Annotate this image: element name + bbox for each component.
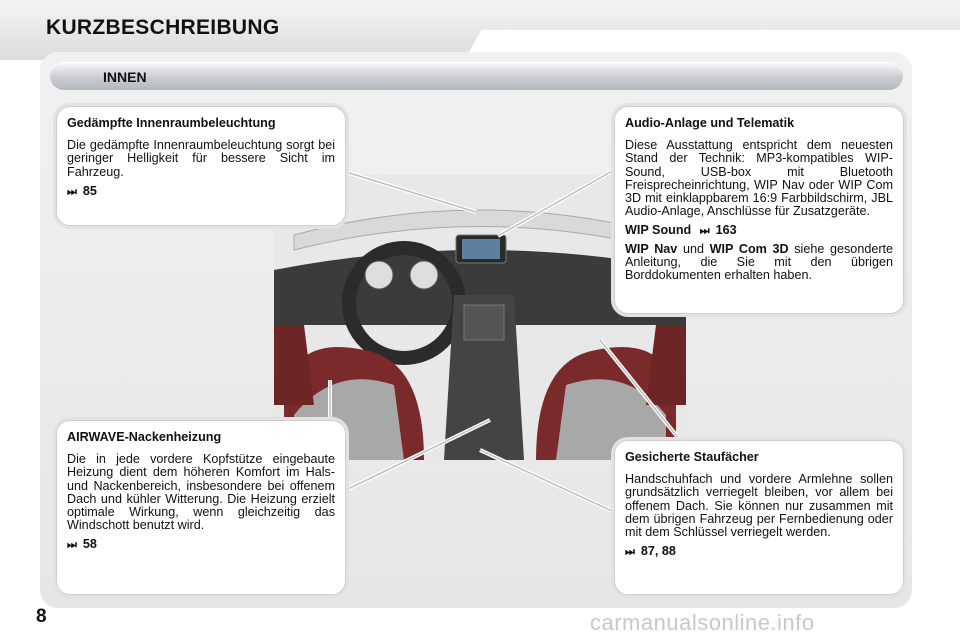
reference-arrow-icon: ⏭ xyxy=(699,225,710,238)
wip-sound-reference[interactable] xyxy=(625,224,893,238)
reference-arrow-icon: ⏭ xyxy=(625,546,635,559)
conjunction: und xyxy=(682,241,704,256)
section-label: INNEN xyxy=(103,69,147,85)
reference-arrow-icon: ⏭ xyxy=(67,539,77,552)
wip-nav-label: WIP Nav xyxy=(625,241,678,256)
callout-text: Diese Ausstattung entspricht dem neuesten Stand der Technik: MP3-kompatibles WIP-Sound, USB-box mit Bluetooth Freisprecheinrichtung, WIP Nav oder WIP Com 3D mit einklappbarem 16:9 Farbbildschirm, JBL Audio-Anlage, Anschlüsse für Zusatzgeräte. xyxy=(625,138,893,219)
callout-interior-lighting xyxy=(56,106,346,226)
callout-title: Audio-Anlage und Telematik xyxy=(625,116,795,130)
wip-note-text: siehe gesonderte Anleitung, die Sie mit den übrigen Borddokumenten erhalten haben. xyxy=(625,241,894,283)
reference-page: 85 xyxy=(82,183,97,198)
wip-nav-note xyxy=(625,243,893,283)
reference-page: 163 xyxy=(715,223,737,238)
page-number: 8 xyxy=(36,606,47,627)
wip-com-label: WIP Com 3D xyxy=(709,241,789,256)
callout-airwave xyxy=(56,420,346,595)
reference-page: 58 xyxy=(82,537,97,552)
page-title: KURZBESCHREIBUNG xyxy=(46,16,280,39)
callout-audio-telematics xyxy=(614,106,904,314)
page-reference[interactable] xyxy=(625,545,893,559)
callout-title: Gesicherte Staufächer xyxy=(625,450,759,464)
reference-page: 87, 88 xyxy=(640,544,676,559)
watermark: carmanualsonline.info xyxy=(590,610,815,635)
reference-arrow-icon: ⏭ xyxy=(67,185,77,198)
callout-text: Handschuhfach und vordere Armlehne sollen grundsätzlich verriegelt bleiben, vor allem bei offenem Dach. Sie können nur zusammen mit dem übrigen Fahrzeug per Fernbedienung oder mit dem Schlüssel verriegelt werden. xyxy=(625,472,893,540)
callout-text: Die gedämpfte Innenraumbeleuchtung sorgt bei geringer Helligkeit für bessere Sicht im Fahrzeug. xyxy=(67,138,335,179)
callout-title: AIRWAVE-Nackenheizung xyxy=(67,430,222,444)
wip-sound-label: WIP Sound xyxy=(625,223,692,238)
callout-secured-storage xyxy=(614,440,904,595)
callout-text: Die in jede vordere Kopfstütze eingebaute Heizung dient dem höheren Komfort im Hals- und Nackenbereich, insbesondere bei offenem Dach und kühler Witterung. Die Heizung erzielt optimale Wirkung, wenn gleichzeitig das Windschott benutzt wird. xyxy=(67,452,335,533)
page-reference[interactable] xyxy=(67,538,335,552)
page-reference[interactable] xyxy=(67,185,335,199)
callout-title: Gedämpfte Innenraumbeleuchtung xyxy=(67,116,276,130)
